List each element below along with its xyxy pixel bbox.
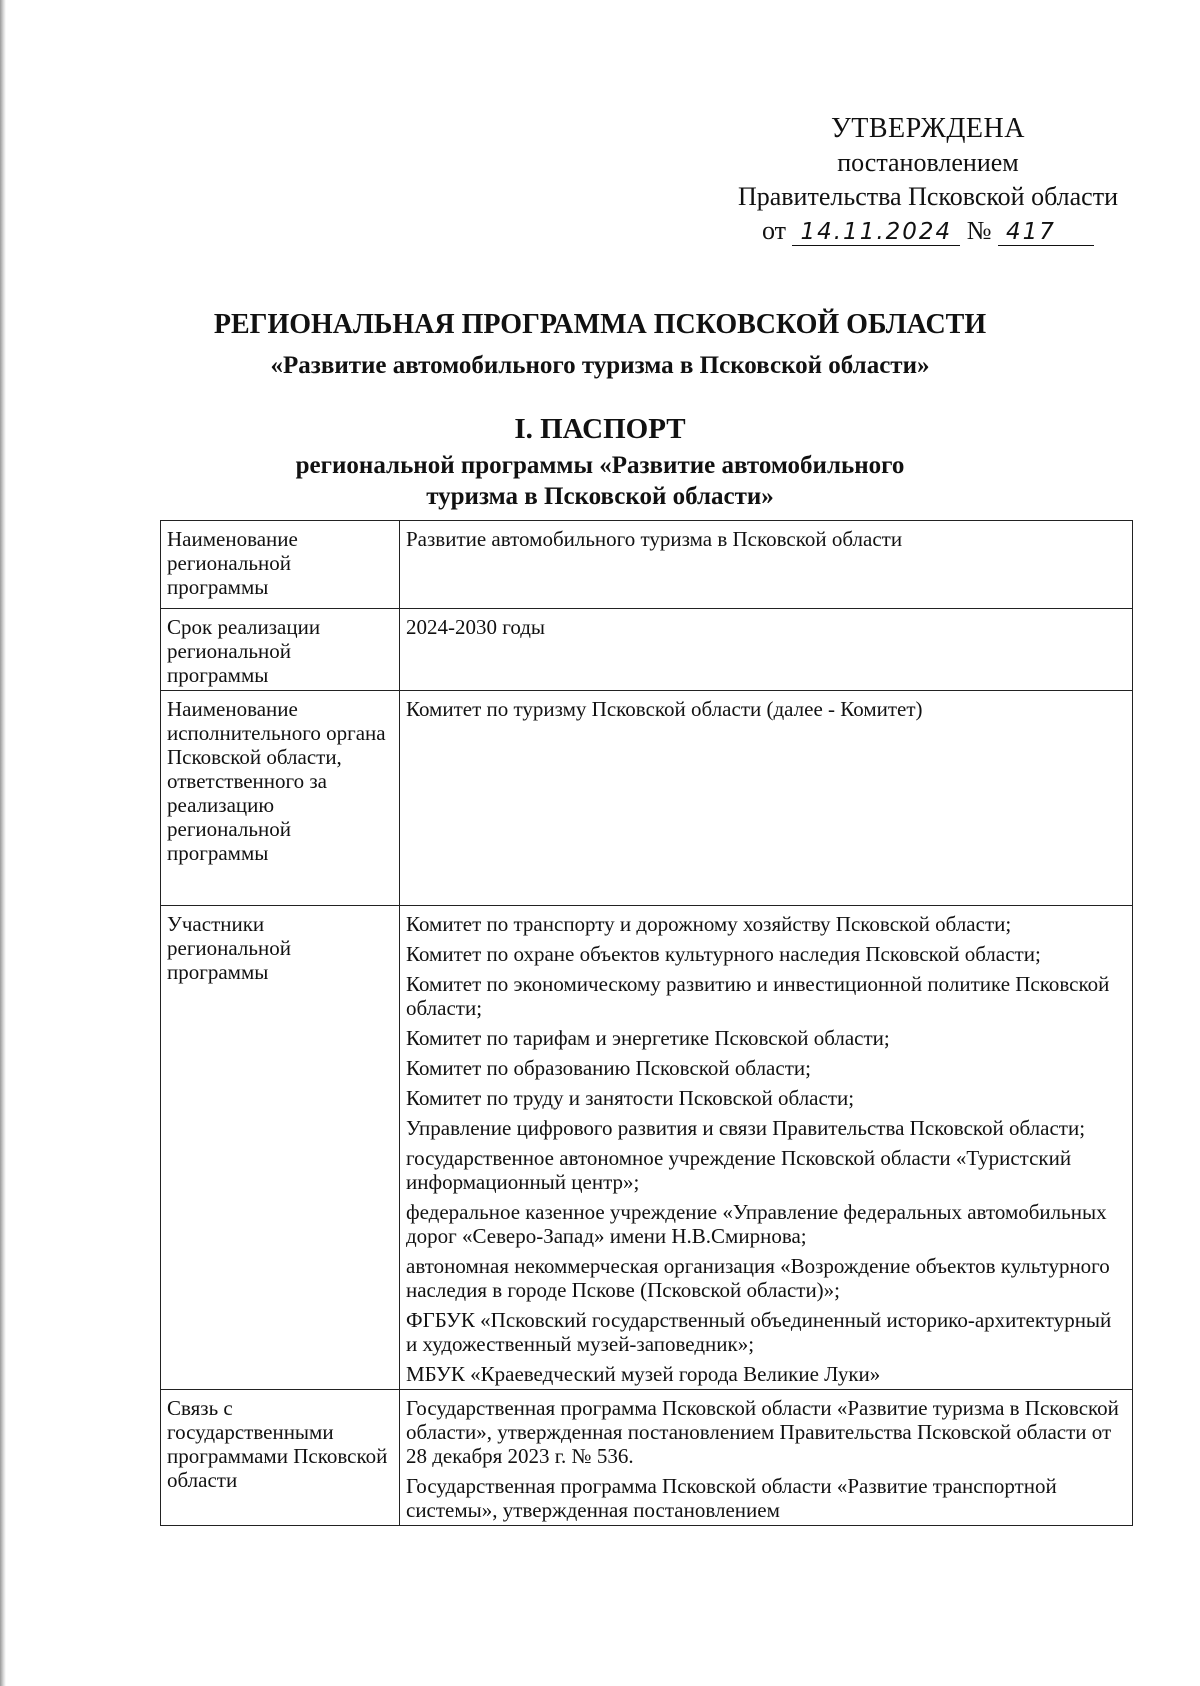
approval-stamp — [738, 112, 1118, 248]
row-label: Срок реализации региональной программы — [161, 609, 400, 691]
participants-list — [400, 906, 1133, 1390]
table-row — [161, 691, 1133, 906]
scan-edge — [0, 0, 6, 1686]
handwritten-number: 417 — [998, 219, 1094, 246]
list-item: Комитет по охране объектов культурного наследия Псковской области; — [406, 942, 1041, 966]
approval-line-2: Правительства Псковской области — [737, 182, 1118, 211]
table-row — [161, 1390, 1133, 1526]
section-subtitle: региональной программы «Развитие автомобильного туризма в Псковской области» — [295, 452, 905, 510]
list-item: МБУК «Краеведческий музей города Великие Луки» — [406, 1362, 881, 1386]
list-item: Комитет по экономическому развитию и инвестиционной политике Псковской области; — [406, 972, 1110, 1020]
program-title: РЕГИОНАЛЬНАЯ ПРОГРАММА ПСКОВСКОЙ ОБЛАСТИ — [213, 309, 987, 340]
list-item: Управление цифрового развития и связи Правительства Псковской области; — [406, 1116, 1086, 1140]
programs-list — [400, 1390, 1133, 1526]
row-value: Комитет по туризму Псковской области (далее - Комитет) — [400, 691, 1133, 906]
passport-table — [160, 520, 1133, 1526]
row-label: Связь с государственными программами Псковской области — [161, 1390, 400, 1526]
section-title: I. ПАСПОРТ — [514, 413, 686, 445]
list-item: Комитет по образованию Псковской области; — [406, 1056, 811, 1080]
approval-date-line — [762, 214, 1094, 248]
list-item: ФГБУК «Псковский государственный объединенный историко-архитектурный и художественный музей-заповедник»; — [406, 1308, 1112, 1356]
list-item: Комитет по труду и занятости Псковской области; — [406, 1086, 855, 1110]
list-item: федеральное казенное учреждение «Управление федеральных автомобильных дорог «Северо-Запад» имени Н.В.Смирнова; — [406, 1200, 1107, 1248]
row-label: Наименование региональной программы — [161, 521, 400, 609]
number-prefix: № — [966, 216, 992, 245]
list-item: Комитет по тарифам и энергетике Псковской области; — [406, 1026, 890, 1050]
row-label: Участники региональной программы — [161, 906, 400, 1390]
date-prefix: от — [761, 216, 786, 245]
table-row — [161, 521, 1133, 609]
program-name: «Развитие автомобильного туризма в Псковской области» — [270, 352, 930, 379]
list-item: государственное автономное учреждение Псковской области «Туристский информационный центр»; — [406, 1146, 1072, 1194]
table-row — [161, 609, 1133, 691]
row-value: 2024-2030 годы — [400, 609, 1133, 691]
list-item: Государственная программа Псковской области «Развитие транспортной системы», утвержденная постановлением — [406, 1474, 1057, 1522]
list-item: Комитет по транспорту и дорожному хозяйству Псковской области; — [406, 912, 1012, 936]
table-row — [161, 906, 1133, 1390]
handwritten-date: 14.11.2024 — [792, 219, 960, 246]
list-item: Государственная программа Псковской области «Развитие туризма в Псковской области», утвержденная постановлением Правительства Псковской области от 28 декабря 2023 г. № 536. — [406, 1396, 1119, 1468]
list-item: автономная некоммерческая организация «Возрождение объектов культурного наследия в городе Пскове (Псковской области)»; — [406, 1254, 1110, 1302]
row-value: Развитие автомобильного туризма в Псковской области — [400, 521, 1133, 609]
approval-line-1: постановлением — [837, 148, 1019, 177]
row-label: Наименование исполнительного органа Псковской области, ответственного за реализацию региональной программы — [161, 691, 400, 906]
approval-title: УТВЕРЖДЕНА — [830, 113, 1025, 144]
